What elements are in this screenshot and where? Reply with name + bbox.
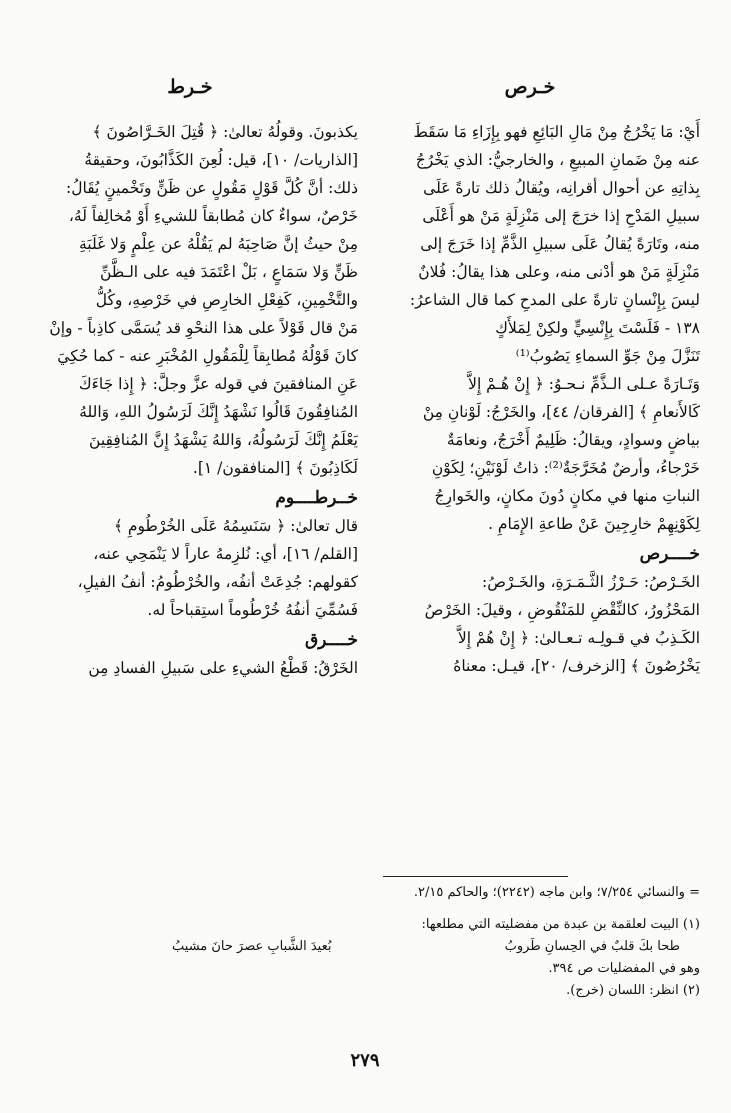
text-line: فَسُمِّيَ أنفُهُ خُرْطُوماً استِقباحاً له.: [147, 601, 358, 619]
footnote-verse: [22, 936, 700, 958]
text-line: المَحْزُورُ، كالنِّقْضِ للمَنْقُوضِ ، وقيلَ: الخَرْصُ: [424, 601, 700, 619]
text-line: مَنْ قال قَوْلاً على هذا النحْوِ قد يُسَمَّى كاذِباً - وإنْ: [49, 319, 358, 337]
text-line: [القلم/ ١٦]، أي: نُلزِمهُ عاراً لا يَنْمَحِي عنه،: [93, 545, 358, 563]
footnote-continuation: = والنسائي ٧/٢٥٤؛ وابن ماجه (٢٢٤٢)؛ والحاكم ٢/١٥.: [413, 885, 700, 900]
verse-line: تَنَزَّلَ مِنْ جَوِّ السماءِ يَصُوبُ⁽¹⁾: [515, 347, 700, 365]
left-column: [22, 118, 358, 682]
text-line: ذلك: أنَّ كُلَّ قَوْلٍ مَقُولٍ عن ظَنٍّ وتَخْمينٍ يُقَالُ:: [65, 179, 358, 197]
running-head-right: خـرص: [504, 76, 556, 98]
text-line: عَنِ المنافقينَ في قوله عزَّ وجلَّ: ﴿ إِذا جَاءَكَ: [78, 375, 358, 393]
text-line: الكَـذِبُ في قـولِـه تـعـالىٰ: ﴿ إِنْ هُمْ إِلاَّ: [457, 629, 700, 647]
text-line: أَيْ: مَا يَخْرُجُ مِنْ مَالِ البَائِعِ فهو بِإِزَاءِ مَا سَقَطَ: [413, 123, 700, 141]
text-line: لَكَاذِبُونَ ﴾ [المنافقون/ ١].: [192, 459, 358, 477]
text-line: النباتِ منها في مكانٍ دُونَ مكانٍ، والخَوارِجُ: [434, 487, 700, 505]
text-line: الخَـرْصُ: حَـرْزُ الثَّـمَـرَةِ، والخَـرْصُ:: [481, 573, 700, 591]
text-line: خَرْصٌ، سواءٌ كان مُطابقاً للشيءِ أَوْ مُخالِفاً لَهُ،: [68, 207, 358, 225]
entry-heading: خــرطــــوم: [275, 488, 358, 508]
entry-heading: خــــرص: [639, 544, 700, 564]
verse-hemistich: طحا بكَ قلبٌ في الحِسانِ طَروبُ: [504, 939, 680, 954]
text-line: [الذاريات/ ١٠]، قيل: لُعِنَ الكَذَّابُونَ، وحقيقةُ: [84, 151, 358, 169]
right-column: [374, 118, 700, 680]
text-line: قال تعالىٰ: ﴿ سَنَسِمُهُ عَلَى الخُرْطُومِ ﴾: [113, 517, 358, 535]
running-head-left: خـرط: [167, 76, 213, 98]
footnote-1: (١) البيت لعلقمة بن عبدة من مفضليته التي مطلعها:: [421, 917, 700, 932]
verse-hemistich: بُعيدَ الشَّبابِ عصرَ حانَ مشيبُ: [172, 939, 332, 954]
text-line: والتَّخْمِينِ، كَفِعْلِ الخارِصِ في خَرْصِهِ، وكُلُّ: [95, 291, 358, 309]
text-line: المُنافِقُونَ قَالُوا نَشْهَدُ إِنَّكَ لَرَسُولُ اللهِ، وَاللهُ: [79, 403, 358, 421]
footnote-2: (٢) انظر: اللسان (خرج).: [566, 983, 700, 998]
text-line: كَالأَنعامِ ﴾ [الفرقان/ ٤٤]، والخَرْجُ: لَوْنانِ مِنْ: [422, 403, 700, 421]
text-line: مَنْزِلَةٍ مَنْ هو أدْنى منه، وعلى هذا يقالُ: فُلانٌ: [418, 263, 700, 281]
text-line: خَرْجاءُ، وأرضٌ مُخَرَّجَةٌ⁽²⁾: ذاتُ لَوْنَيْنِ؛ لِكَوْنِ: [431, 459, 700, 477]
text-line: لِكَوْنِهِمْ خارِجِينَ عَنْ طاعةِ الإِمَامِ .: [488, 515, 700, 533]
text-line: يكذبونَ. وقولُهُ تعالىٰ: ﴿ قُتِلَ الخَـرَّاصُونَ ﴾: [92, 123, 358, 141]
text-line: يَعْلَمُ إِنَّكَ لَرَسُولُهُ، وَاللهُ يَشْهَدُ إِنَّ المُنافِقِينَ: [89, 431, 358, 449]
text-line: يَخْرُصُونَ ﴾ [الزخرف/ ٢٠]، قيـل: معناهُ: [453, 657, 700, 675]
verse-number-line: ١٣٨ - فَلَسْتَ بِإِنْسِيٍّ ولكِنْ لِمَلأَكٍ: [495, 319, 700, 337]
text-line: بياضٍ وسوادٍ، ويقالُ: ظَلِيمٌ أَخْرَجُ، ونعامَةٌ: [446, 431, 700, 449]
text-line: كانَ قَوْلُهُ مُطابِقاً لِلْمَقُولِ المُخْبَرِ عنه - كما حُكِيَ: [57, 347, 358, 365]
text-line: عنه مِنْ ضَمانِ المبيعِ ، والخارجيُّ: الذي يَخْرُجُ: [415, 151, 700, 169]
text-line: كقولهم: جُدِعَتْ أنفُه، والخُرْطُومُ: أنفُ الفيلِ،: [77, 573, 358, 591]
page-number: ٢٧٩: [350, 1050, 380, 1071]
footnotes: [22, 882, 700, 1002]
text-line: وَتَـارَةً عـلى الـذَّمِّ نـحـوُ: ﴿ إِنْ هُـمْ إِلاَّ: [468, 375, 700, 393]
text-line: سبيلِ المَدْحِ إذا خرَجَ إلى مَنْزِلَةٍ مَنْ هو أَعْلَى: [422, 207, 700, 225]
text-line: ليسَ بِإِنْسانٍ تارةً على المدحِ كما قال الشاعرُ:: [409, 291, 700, 309]
text-line: بِذاتِهِ عن أحوال أقرانِه، ويُقالُ ذلك تارةً عَلَى: [423, 179, 700, 197]
footnote-source: وهو في المفضليات ص ٣٩٤.: [548, 961, 700, 976]
footnote-rule: [383, 876, 568, 877]
text-line: الخَرْقُ: قَطْعُ الشيءِ على سَبيلِ الفسادِ مِن: [88, 659, 358, 677]
text-line: ظَنٍّ وَلا سَمَاعٍ ، بَلْ اعْتَمَدَ فيه على الـظَّنِّ: [100, 263, 358, 281]
text-line: منه، وتَارَةً يُقالُ عَلَى سبيلِ الذَّمِّ إذا خَرَجَ إلى: [420, 235, 700, 253]
entry-heading: خــــرق: [304, 630, 358, 650]
text-line: مِنْ حيثُ إنَّ صَاحِبَهُ لم يَقُلْهُ عن عِلْمٍ وَلا غَلَبَةِ: [79, 235, 358, 253]
